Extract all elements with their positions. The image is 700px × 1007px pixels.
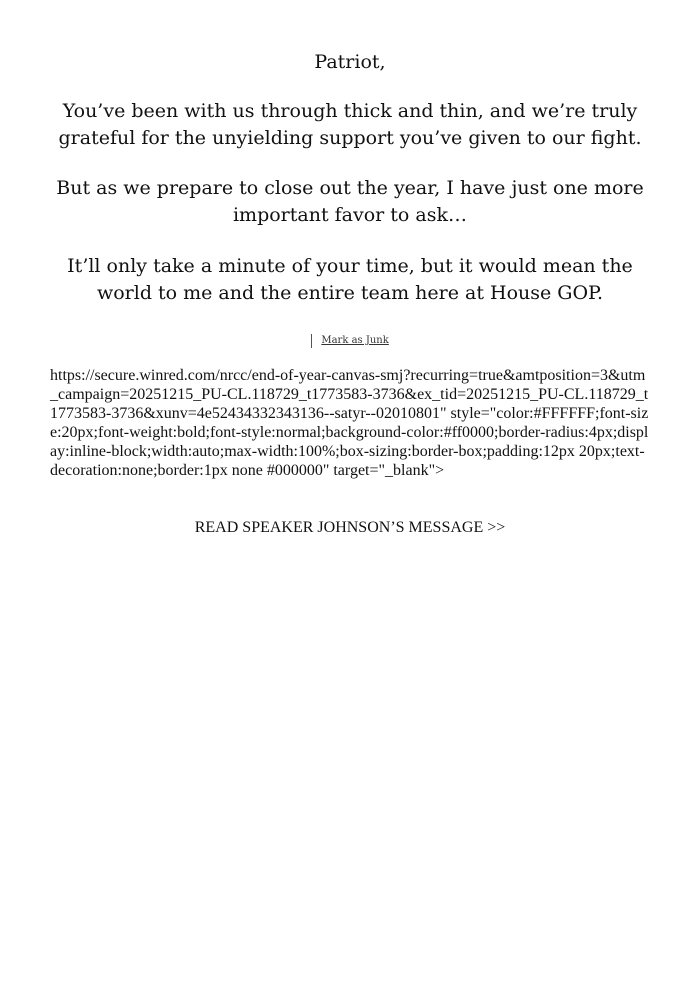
greeting: Patriot,: [314, 51, 386, 73]
read-message-link[interactable]: READ SPEAKER JOHNSON’S MESSAGE >>: [194, 519, 506, 536]
separator-bar: [311, 334, 312, 348]
paragraph-request: It’ll only take a minute of your time, but it would mean the world to me and the entire team here at House GOP.: [67, 255, 633, 304]
paragraph-favor: But as we prepare to close out the year, I have just one more important favor to ask…: [56, 177, 644, 226]
paragraph-thanks: You’ve been with us through thick and thin, and we’re truly grateful for the unyielding support you’ve given to our fight.: [58, 100, 642, 149]
junk-row: [0, 333, 700, 350]
mark-as-junk-link[interactable]: Mark as Junk: [321, 335, 389, 346]
raw-link-markup-text: https://secure.winred.com/nrcc/end-of-year-canvas-smj?recurring=true&amtposition=3&utm_campaign=20251215_PU-CL.118729_t1773583-3736&ex_tid=20251215_PU-CL.118729_t1773583-3736&xunv=4e52434332343136--satyr--02010801" style="color:#FFFFFF;font-size:20px;font-weight:bold;font-style:normal;background-color:#ff0000;border-radius:4px;display:inline-block;width:auto;max-width:100%;box-sizing:border-box;padding:12px 20px;text-decoration:none;border:1px none #000000" target="_blank">: [50, 367, 649, 479]
